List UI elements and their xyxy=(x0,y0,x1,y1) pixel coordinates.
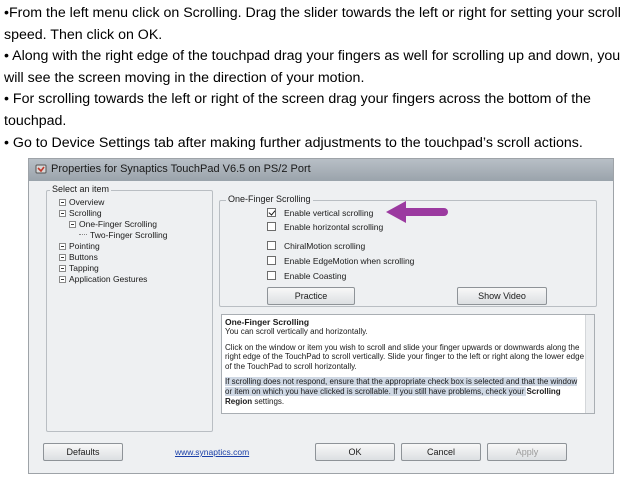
checkbox-chiralmotion-scrolling[interactable]: ChiralMotion scrolling xyxy=(267,240,365,253)
expand-icon[interactable] xyxy=(59,243,66,250)
checkbox-icon[interactable] xyxy=(267,271,276,280)
expand-icon[interactable] xyxy=(69,221,76,228)
instruction-text xyxy=(4,3,634,154)
expand-icon[interactable] xyxy=(59,254,66,261)
help-paragraph-2: If scrolling does not respond, ensure that the appropriate check box is selected and that the window or item on which you have clicked is scrollable. If you still have problems, check your Scrolling Region settings. xyxy=(225,377,578,406)
synaptics-website-link[interactable]: www.synaptics.com xyxy=(175,447,250,457)
show-video-button[interactable]: Show Video xyxy=(457,287,547,305)
tree-item-application-gestures[interactable]: Application Gestures xyxy=(59,273,147,285)
tree-item-overview[interactable]: Overview xyxy=(59,196,104,208)
tree-item-one-finger-scrolling[interactable]: One-Finger Scrolling xyxy=(69,218,157,230)
instruction-bullet-2: • Along with the right edge of the touchpad drag your fingers as well for scrolling up and down, you will see the screen moving in the direction of your motion. xyxy=(4,48,621,86)
tree-item-buttons[interactable]: Buttons xyxy=(59,251,98,263)
expand-icon[interactable] xyxy=(59,276,66,283)
tree-item-tapping[interactable]: Tapping xyxy=(59,262,99,274)
tree-item-two-finger-scrolling[interactable]: Two-Finger Scrolling xyxy=(79,229,167,241)
scrolling-region-link[interactable]: Scrolling Region xyxy=(225,386,561,406)
touchpad-app-icon xyxy=(35,163,47,175)
cancel-button[interactable]: Cancel xyxy=(401,443,481,461)
settings-tree xyxy=(59,196,207,396)
defaults-button[interactable]: Defaults xyxy=(43,443,123,461)
apply-button: Apply xyxy=(487,443,567,461)
instruction-bullet-1: •From the left menu click on Scrolling. Drag the slider towards the left or right for setting your scroll speed. Then click on OK. xyxy=(4,5,621,43)
expand-icon[interactable] xyxy=(59,265,66,272)
checkbox-icon[interactable] xyxy=(267,222,276,231)
one-finger-scrolling-group-label: One-Finger Scrolling xyxy=(228,194,311,204)
dialog-titlebar[interactable] xyxy=(29,159,613,181)
help-paragraph-1: Click on the window or item you wish to scroll and slide your finger upwards or downwards along the right edge of the TouchPad to scroll vertically. Slide your finger to the left or right along the lower edge of the TouchPad to scroll horizontally. xyxy=(225,342,585,371)
checkbox-vertical-scrolling[interactable]: Enable vertical scrolling xyxy=(267,207,373,220)
checkbox-horizontal-scrolling[interactable]: Enable horizontal scrolling xyxy=(267,221,383,234)
ok-button[interactable]: OK xyxy=(315,443,395,461)
help-text-box xyxy=(221,314,595,414)
instruction-bullet-4: • Go to Device Settings tab after making further adjustments to the touchpad’s scroll actions. xyxy=(4,134,583,151)
checkbox-edgemotion-scrolling[interactable]: Enable EdgeMotion when scrolling xyxy=(267,255,414,268)
tree-connector-icon xyxy=(79,234,87,235)
properties-dialog xyxy=(28,158,614,474)
checkbox-icon[interactable] xyxy=(267,241,276,250)
instruction-bullet-3: • For scrolling towards the left or right of the screen drag your fingers across the bottom of the touchpad. xyxy=(4,91,591,129)
expand-icon[interactable] xyxy=(59,199,66,206)
practice-button[interactable]: Practice xyxy=(267,287,355,305)
collapse-icon[interactable] xyxy=(59,210,66,217)
tree-item-pointing[interactable]: Pointing xyxy=(59,240,100,252)
checkbox-coasting[interactable]: Enable Coasting xyxy=(267,270,346,283)
checkbox-icon[interactable] xyxy=(267,256,276,265)
select-item-label: Select an item xyxy=(52,184,110,194)
help-subtitle: You can scroll vertically and horizontally. xyxy=(225,327,368,336)
tree-item-scrolling[interactable]: Scrolling xyxy=(59,207,102,219)
help-scrollbar[interactable] xyxy=(585,315,594,413)
help-title: One-Finger Scrolling xyxy=(225,317,310,327)
dialog-title: Properties for Synaptics TouchPad V6.5 on PS/2 Port xyxy=(51,163,311,175)
checkbox-checked-icon[interactable] xyxy=(267,208,276,217)
